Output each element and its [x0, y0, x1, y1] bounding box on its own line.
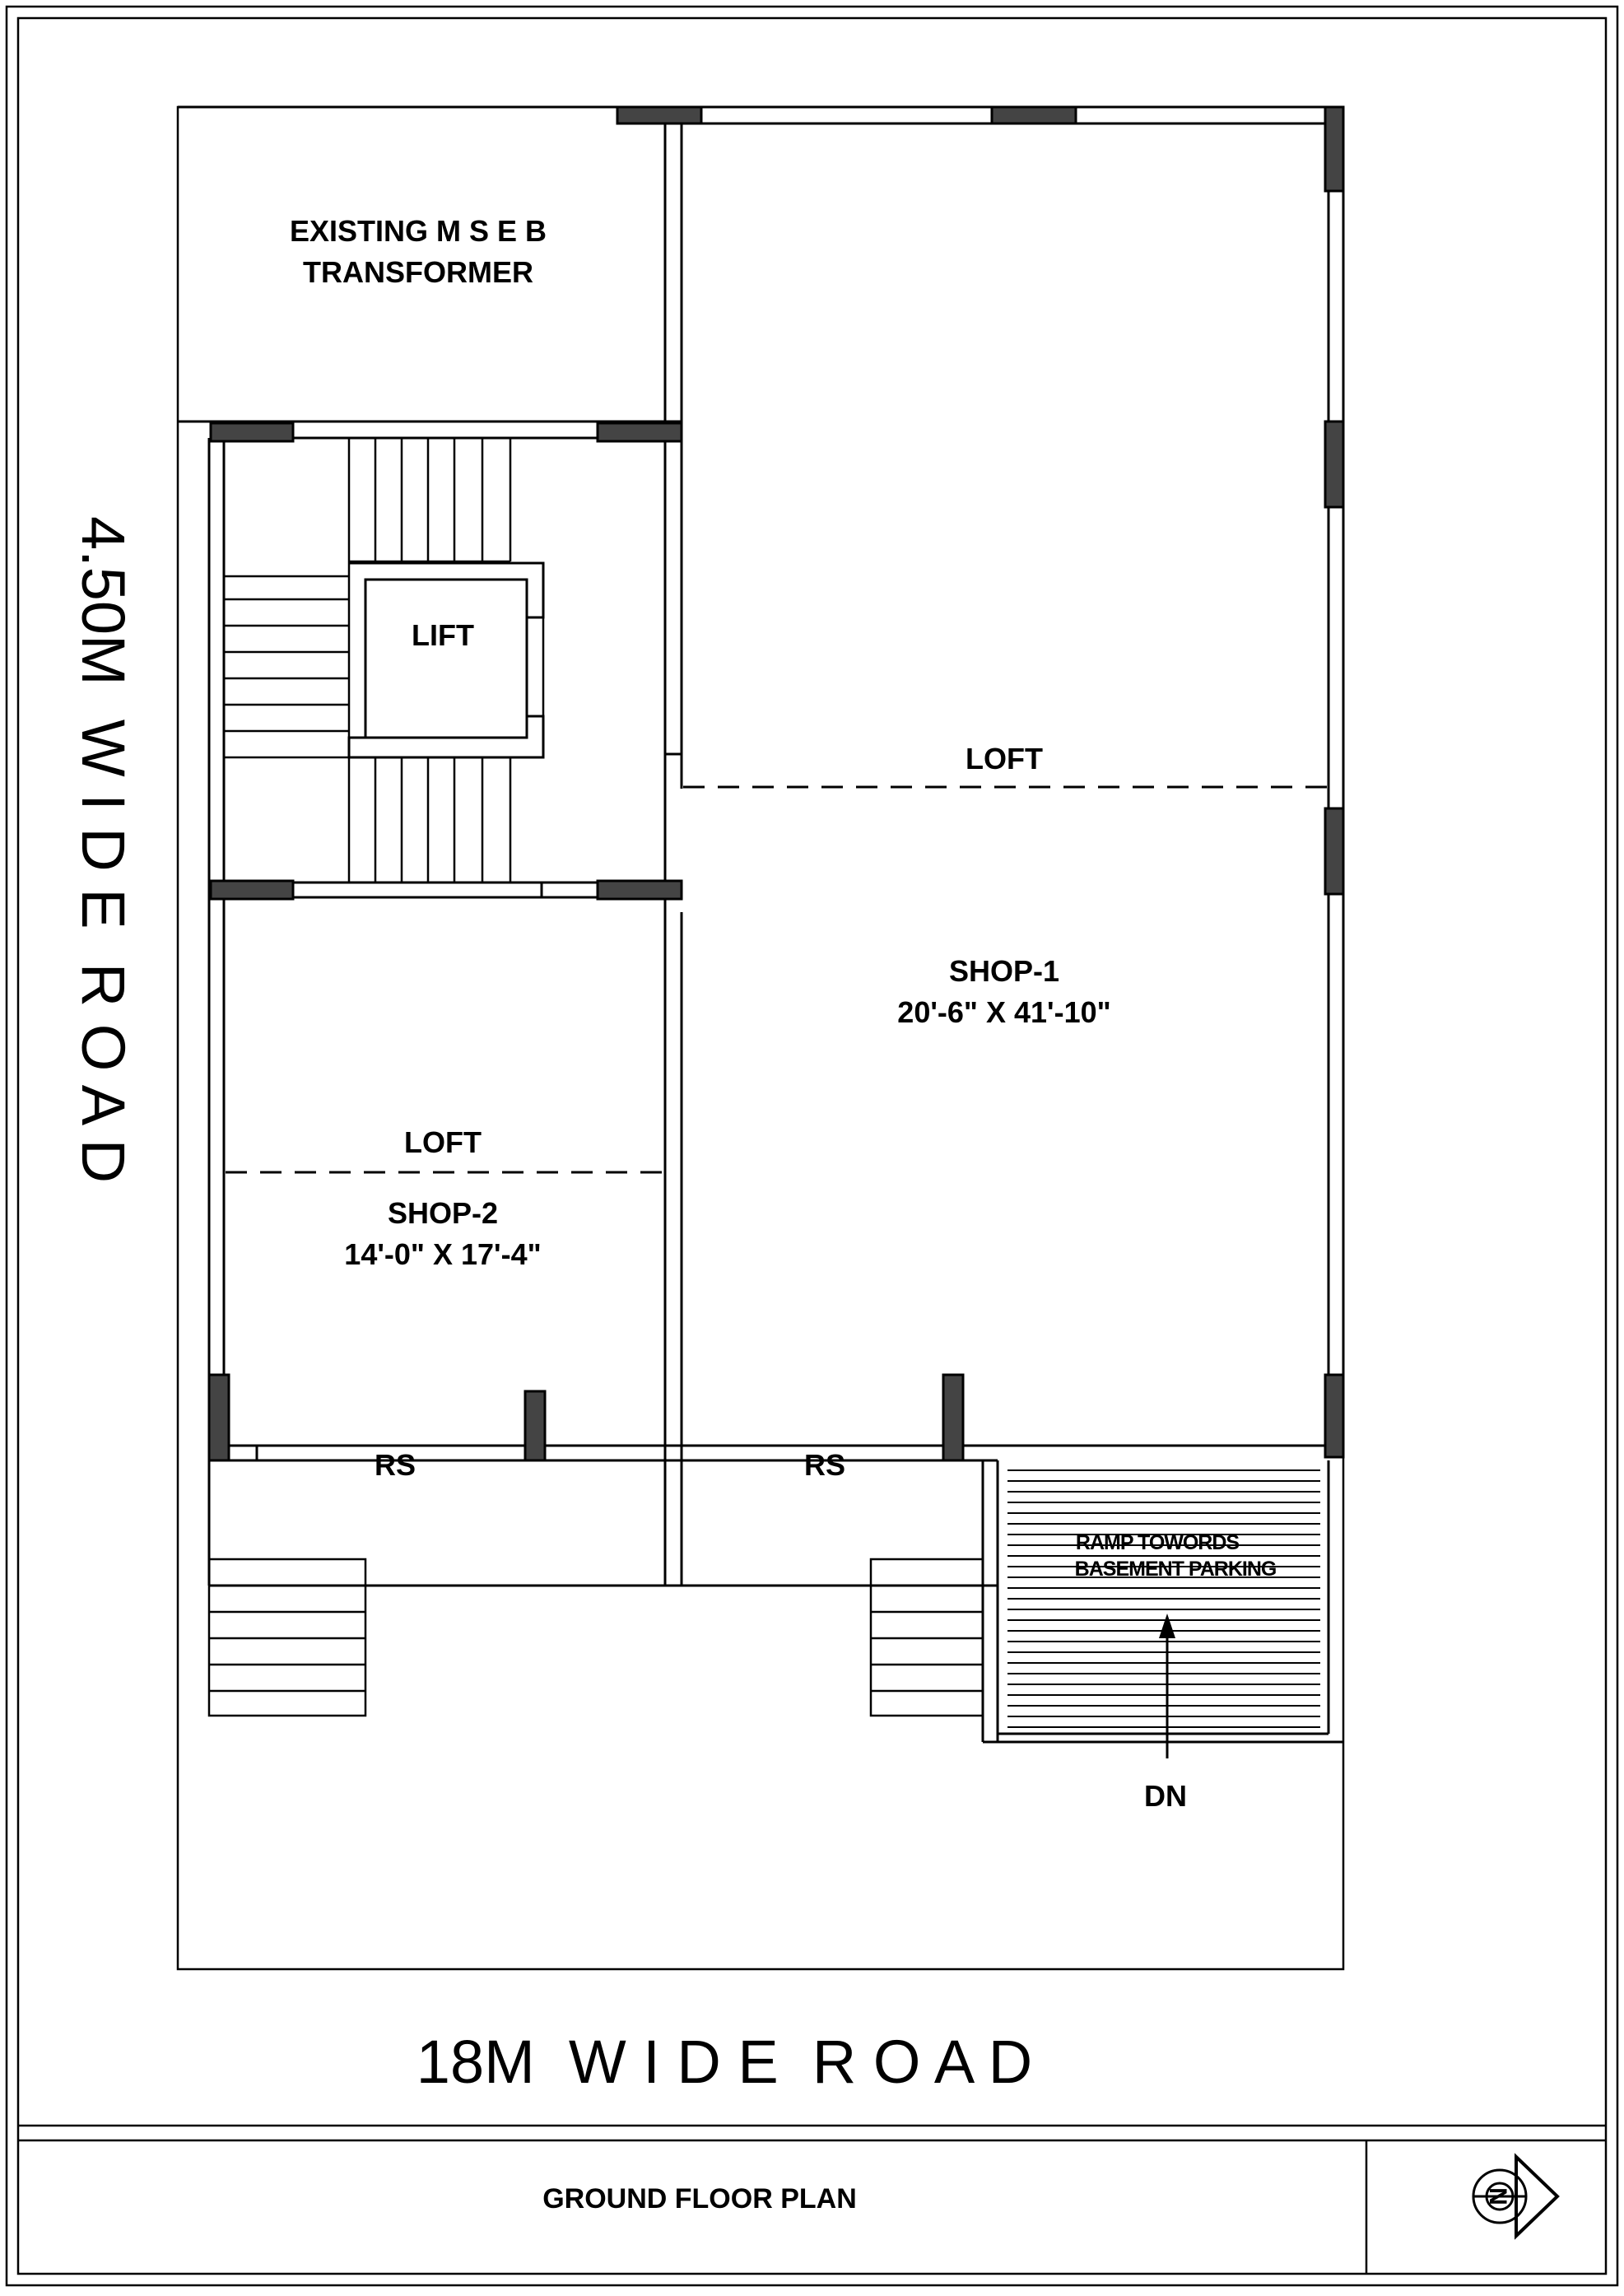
- column: [1325, 1375, 1343, 1457]
- north-arrow-letter: N: [1484, 2187, 1511, 2205]
- shop2-size: 14'-0" X 17'-4": [344, 1237, 542, 1271]
- transformer-label-line1: EXISTING M S E B: [289, 214, 547, 248]
- outer-border: [7, 7, 1617, 2285]
- shop2-loft-label: LOFT: [404, 1125, 482, 1159]
- entrance-steps-left: [209, 1559, 365, 1716]
- plot-boundary: [178, 107, 1343, 1969]
- column: [598, 881, 682, 899]
- column: [1325, 808, 1343, 894]
- column: [992, 107, 1076, 123]
- ramp-hatch: [1007, 1470, 1320, 1727]
- ramp-label-line2: BASEMENT PARKING: [1074, 1558, 1277, 1581]
- rs-label-right: RS: [803, 1448, 846, 1482]
- drawing-title: GROUND FLOOR PLAN: [542, 2183, 857, 2214]
- column: [209, 1375, 229, 1460]
- shop1-loft-label: LOFT: [966, 742, 1043, 775]
- column: [943, 1375, 963, 1460]
- column: [1325, 421, 1343, 507]
- side-road-label: 4.50M W I D E R O A D: [69, 515, 137, 1184]
- column: [211, 423, 293, 441]
- rs-label-left: RS: [374, 1448, 416, 1482]
- building-walls: [178, 107, 1343, 1742]
- stair-treads-upper: [375, 438, 482, 561]
- north-arrow-icon: [1473, 2157, 1557, 2236]
- entrance-steps-right: [871, 1559, 983, 1716]
- staircase: [224, 438, 510, 883]
- column: [598, 423, 682, 441]
- ramp-direction-label: DN: [1144, 1779, 1187, 1813]
- lift-shaft: [349, 563, 543, 757]
- shop2-name: SHOP-2: [387, 1196, 499, 1230]
- column: [1325, 107, 1343, 191]
- ramp-label-line1: RAMP TOWORDS: [1075, 1531, 1240, 1554]
- transformer-label-line2: TRANSFORMER: [303, 255, 533, 289]
- ramp-arrow: [1159, 1614, 1175, 1758]
- shop1-size: 20'-6" X 41'-10": [897, 995, 1111, 1029]
- stair-treads-lower: [375, 757, 482, 883]
- shop1-name: SHOP-1: [948, 954, 1060, 988]
- column: [525, 1391, 545, 1460]
- front-road-label: 18M W I D E R O A D: [416, 2028, 1033, 2096]
- inner-border: [18, 18, 1606, 2274]
- column: [617, 107, 701, 123]
- lift-label: LIFT: [412, 618, 474, 652]
- stair-treads-landing: [224, 599, 349, 731]
- column: [211, 881, 293, 899]
